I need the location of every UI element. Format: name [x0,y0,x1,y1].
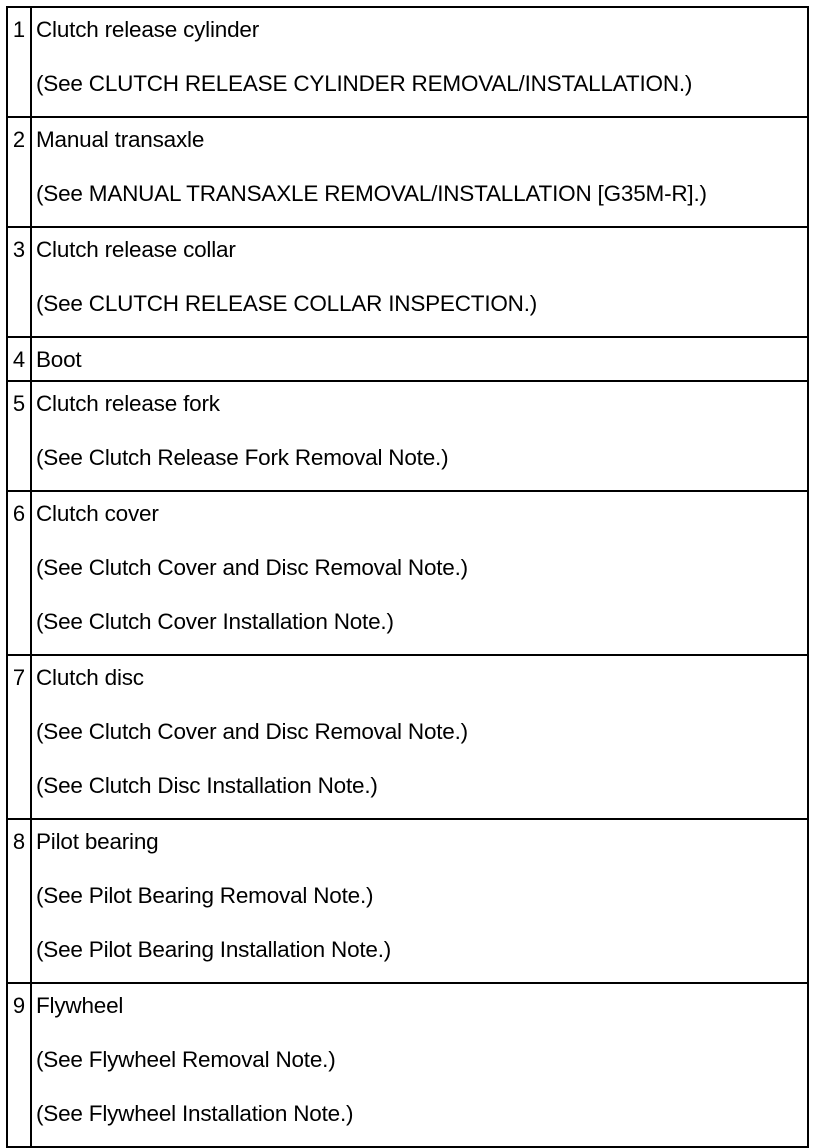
item-number: 7 [8,656,32,818]
item-body [32,228,807,336]
item-number: 2 [8,118,32,226]
item-body [32,656,807,818]
part-name: Flywheel [36,993,124,1018]
item-body [32,8,807,116]
part-name: Pilot bearing [36,829,159,854]
item-number: 4 [8,338,32,380]
reference-note: (See Clutch Cover and Disc Removal Note.) [36,555,468,580]
part-name: Clutch disc [36,665,144,690]
item-body [32,382,807,490]
table-row [8,656,807,820]
reference-note: (See Clutch Cover Installation Note.) [36,609,394,634]
item-body [32,820,807,982]
item-number: 1 [8,8,32,116]
reference-note: (See Flywheel Installation Note.) [36,1101,354,1126]
reference-note: (See Flywheel Removal Note.) [36,1047,336,1072]
item-number: 3 [8,228,32,336]
reference-note: (See Clutch Release Fork Removal Note.) [36,445,449,470]
item-number: 5 [8,382,32,490]
item-body [32,118,807,226]
table-row [8,8,807,118]
part-name: Boot [36,347,82,372]
reference-note: (See CLUTCH RELEASE CYLINDER REMOVAL/INSTALLATION.) [36,71,693,96]
reference-note: (See MANUAL TRANSAXLE REMOVAL/INSTALLATION [G35M-R].) [36,181,707,206]
part-name: Clutch release cylinder [36,17,260,42]
table-row [8,984,807,1148]
table-row [8,338,807,382]
table-row [8,492,807,656]
reference-note: (See Pilot Bearing Removal Note.) [36,883,374,908]
part-name: Clutch release fork [36,391,220,416]
table-row [8,228,807,338]
parts-table [6,6,809,1148]
part-name: Clutch cover [36,501,159,526]
table-row [8,820,807,984]
table-row [8,382,807,492]
reference-note: (See Pilot Bearing Installation Note.) [36,937,392,962]
item-number: 8 [8,820,32,982]
table-row [8,118,807,228]
item-body [32,492,807,654]
reference-note: (See Clutch Disc Installation Note.) [36,773,378,798]
reference-note: (See Clutch Cover and Disc Removal Note.) [36,719,468,744]
item-number: 6 [8,492,32,654]
item-body [32,984,807,1146]
item-body [32,338,807,380]
part-name: Manual transaxle [36,127,205,152]
item-number: 9 [8,984,32,1146]
reference-note: (See CLUTCH RELEASE COLLAR INSPECTION.) [36,291,538,316]
part-name: Clutch release collar [36,237,236,262]
